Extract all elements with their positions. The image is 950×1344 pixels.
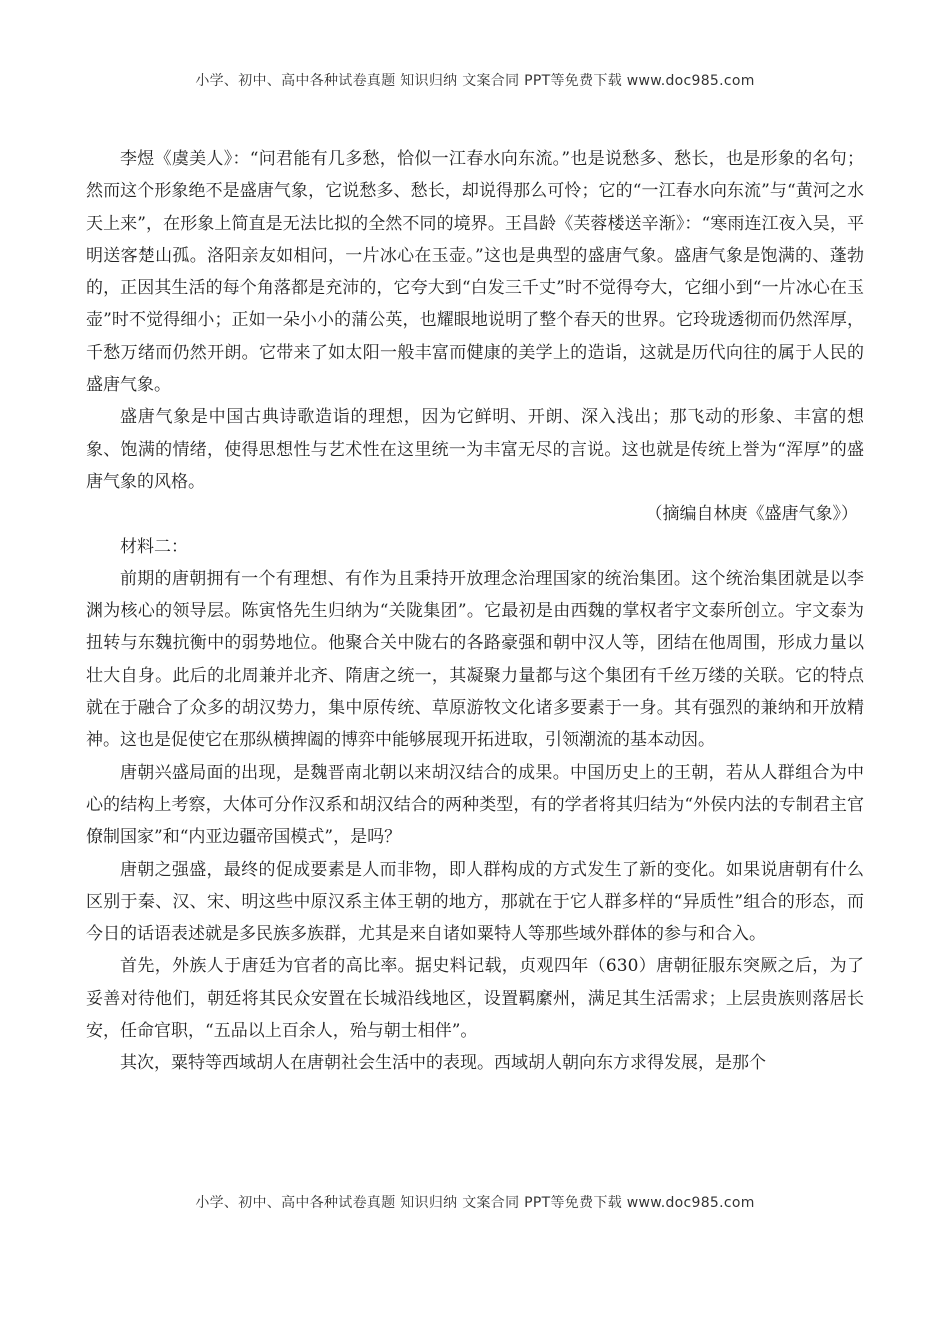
paragraph-tang-prosperity: 唐朝之强盛，最终的促成要素是人而非物，即人群构成的方式发生了新的变化。如果说唐朝有什么区别于秦、汉、宋、明这些中原汉系主体王朝的地方，那就在于它人群多样的“异质性”组合的形态，而今日的话语表述就是多民族多族群，尤其是来自诸如粟特人等那些域外群体的参与和合入。: [86, 859, 864, 945]
page-footer: 小学、初中、高中各种试卷真题 知识归纳 文案合同 PPT等免费下载 www.doc985.com: [195, 1195, 755, 1211]
paragraph-sogdians: 其次，粟特等西域胡人在唐朝社会生活中的表现。西域胡人朝向东方求得发展，是那个: [120, 1053, 766, 1074]
source-citation: （摘编自林庚《盛唐气象》）: [645, 504, 858, 525]
page-header: 小学、初中、高中各种试卷真题 知识归纳 文案合同 PPT等免费下载 www.doc985.com: [195, 73, 755, 89]
paragraph-ruling-group: 前期的唐朝拥有一个有理想、有作为且秉持开放理念治理国家的统治集团。这个统治集团就是以李渊为核心的领导层。陈寅恪先生归纳为“关陇集团”。它最初是由西魏的掌权者宇文泰所创立。宇文泰为扭转与东魏抗衡中的弱势地位。他聚合关中陇右的各路豪强和朝中汉人等，团结在他周围，形成力量以壮大自身。此后的北周兼并北齐、隋唐之统一，其凝聚力量都与这个集团有千丝万缕的关联。它的特点就在于融合了众多的胡汉势力，集中原传统、草原游牧文化诸多要素于一身。其有强烈的兼纳和开放精神。这也是促使它在那纵横捭阖的博弈中能够展现开拓进取，引领潮流的基本动因。: [86, 568, 864, 751]
section-heading-material-two: 材料二：: [120, 536, 188, 557]
paragraph-shengtang-ideal: 盛唐气象是中国古典诗歌造诣的理想，因为它鲜明、开朗、深入浅出；那飞动的形象、丰富的想象、饱满的情绪，使得思想性与艺术性在这里统一为丰富无尽的言说。这也就是传统上誉为“浑厚”的盛唐气象的风格。: [86, 407, 864, 492]
paragraph-hu-han-fusion: 唐朝兴盛局面的出现，是魏晋南北朝以来胡汉结合的成果。中国历史上的王朝，若从人群组合为中心的结构上考察，大体可分作汉系和胡汉结合的两种类型，有的学者将其归结为“外侯内法的专制君主官僚制国家”和“内亚边疆帝国模式”，是吗？: [86, 762, 864, 848]
document-body: [86, 143, 864, 1080]
paragraph-foreign-officials: 首先，外族人于唐廷为官者的高比率。据史料记载，贞观四年（630）唐朝征服东突厥之后，为了妥善对待他们，朝廷将其民众安置在长城沿线地区，设置羁縻州，满足其生活需求；上层贵族则落居长安，任命官职，“五品以上百余人，殆与朝士相伴”。: [86, 956, 864, 1042]
paragraph-li-yu-poem: 李煜《虞美人》：“问君能有几多愁，恰似一江春水向东流。”也是说愁多、愁长，也是形象的名句；然而这个形象绝不是盛唐气象，它说愁多、愁长，却说得那么可怜；它的“一江春水向东流”与“黄河之水天上来”，在形象上简直是无法比拟的全然不同的境界。王昌龄《芙蓉楼送辛渐》：“寒雨连江夜入吴，平明送客楚山孤。洛阳亲友如相问，一片冰心在玉壶。”这也是典型的盛唐气象。盛唐气象是饱满的、蓬勃的，正因其生活的每个角落都是充沛的，它夸大到“白发三千丈”时不觉得夸大，它细小到“一片冰心在玉壶”时不觉得细小；正如一朵小小的蒲公英，也耀眼地说明了整个春天的世界。它玲珑透彻而仍然浑厚，千愁万绪而仍然开朗。它带来了如太阳一般丰富而健康的美学上的造诣，这就是历代向往的属于人民的盛唐气象。: [86, 149, 864, 396]
